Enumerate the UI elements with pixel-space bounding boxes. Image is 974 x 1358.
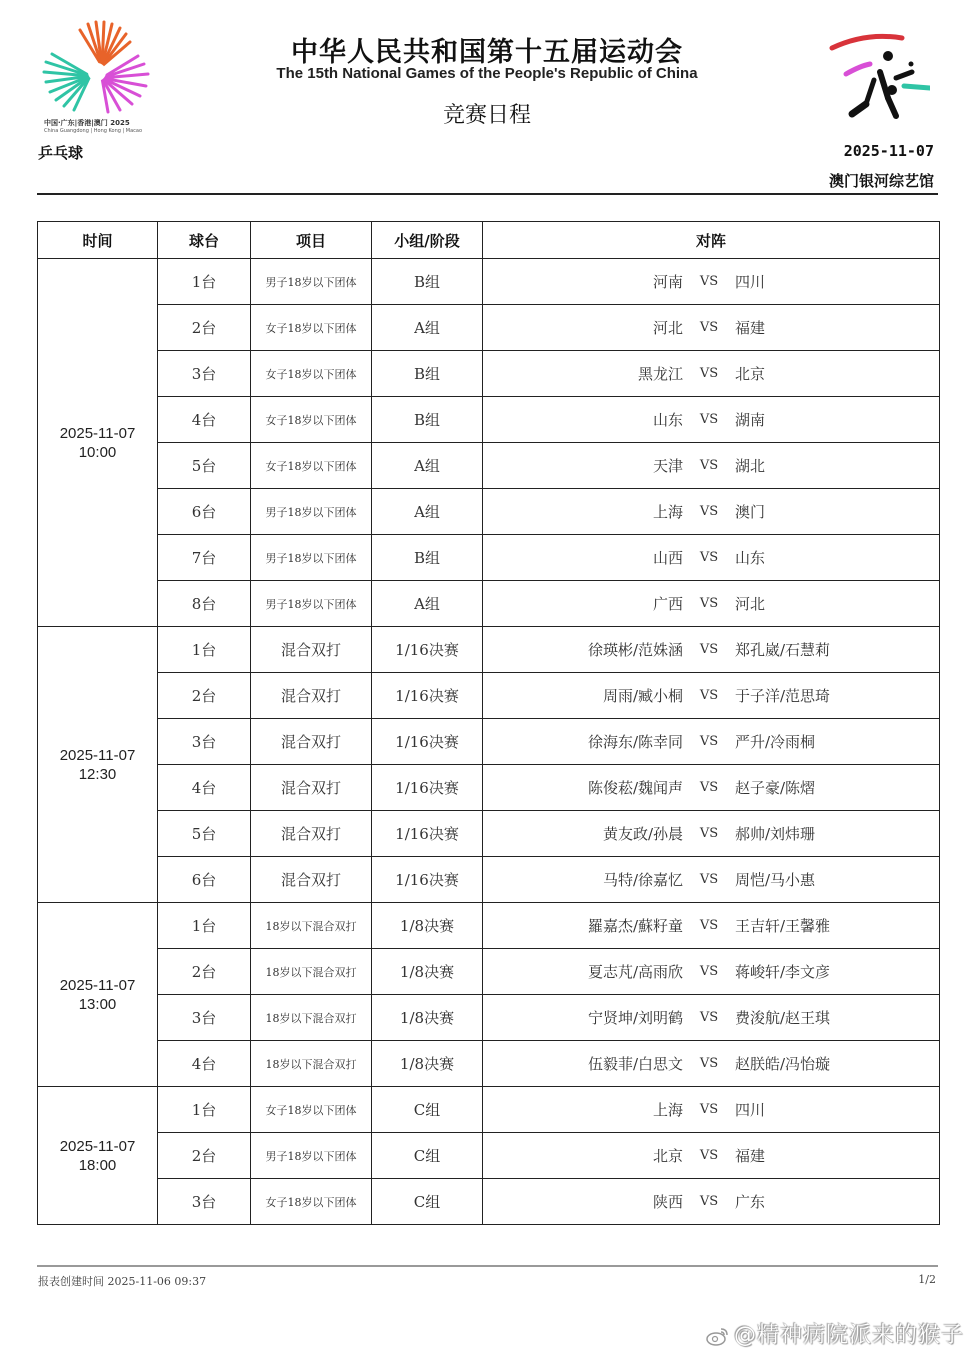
schedule-table [37,221,940,1225]
table-row [38,1041,940,1087]
logo-caption-cn: 中国·广东|香港|澳门 2025 [44,119,130,127]
table-row [38,857,940,903]
table-number-cell: 6台 [158,857,251,903]
matchup-cell [483,719,940,765]
vs-label: VS [699,872,719,887]
stage-cell: A组 [372,489,483,535]
header-divider [37,193,938,195]
vs-label: VS [699,274,719,289]
away-side: 严升/冷雨桐 [735,733,816,751]
home-side: 宁贤坤/刘明鹤 [587,1009,683,1027]
home-side: 周雨/臧小桐 [602,687,683,705]
away-side: 北京 [735,365,766,383]
table-number-cell: 6台 [158,489,251,535]
weibo-watermark [706,1318,964,1349]
event-cell: 男子18岁以下团体 [251,581,372,627]
table-number-cell: 4台 [158,1041,251,1087]
created-label: 报表创建时间 [38,1275,104,1288]
table-number-cell: 1台 [158,1087,251,1133]
away-side: 于子洋/范思琦 [735,687,831,705]
away-side: 福建 [735,319,766,337]
matchup-cell [483,995,940,1041]
event-cell: 男子18岁以下团体 [251,1133,372,1179]
vs-label: VS [699,550,719,565]
stage-cell: B组 [372,397,483,443]
event-cell: 混合双打 [251,857,372,903]
stage-cell: 1/16决赛 [372,719,483,765]
table-row [38,305,940,351]
event-cell: 男子18岁以下团体 [251,489,372,535]
vs-label: VS [699,596,719,611]
table-number-cell: 5台 [158,811,251,857]
matchup-cell [483,673,940,719]
weibo-icon [706,1326,730,1346]
stage-cell: 1/16决赛 [372,765,483,811]
vs-label: VS [699,1194,719,1209]
stage-cell: 1/8决赛 [372,949,483,995]
table-number-cell: 3台 [158,1179,251,1225]
away-side: 赵子豪/陈熠 [735,779,816,797]
stage-cell: 1/8决赛 [372,903,483,949]
event-cell: 女子18岁以下团体 [251,397,372,443]
footer-divider [37,1265,938,1267]
vs-label: VS [699,1056,719,1071]
event-cell: 男子18岁以下团体 [251,535,372,581]
created-value: 2025-11-06 09:37 [107,1275,207,1288]
stage-cell: B组 [372,351,483,397]
matchup-cell [483,765,940,811]
table-row [38,995,940,1041]
matchup-cell [483,443,940,489]
away-side: 山东 [735,549,766,567]
event-cell: 女子18岁以下团体 [251,1179,372,1225]
table-number-cell: 2台 [158,949,251,995]
vs-label: VS [699,504,719,519]
home-side: 陈俊菘/魏闻声 [587,779,683,797]
home-side: 黄友政/孙晨 [602,825,683,843]
stage-cell: A组 [372,305,483,351]
column-header-time: 时间 [38,222,158,259]
session-time-cell [38,903,158,1087]
event-title-cn: 中华人民共和国第十五届运动会 [291,37,683,68]
table-row [38,1179,940,1225]
column-header-event: 项目 [251,222,372,259]
table-number-cell: 1台 [158,259,251,305]
away-side: 湖北 [735,457,766,475]
table-number-cell: 8台 [158,581,251,627]
event-cell: 女子18岁以下团体 [251,1087,372,1133]
matchup-cell [483,489,940,535]
vs-label: VS [699,1010,719,1025]
home-side: 河北 [652,319,683,337]
stage-cell: 1/16决赛 [372,627,483,673]
session-date: 2025-11-07 [59,976,136,994]
event-cell: 18岁以下混合双打 [251,995,372,1041]
event-cell: 女子18岁以下团体 [251,351,372,397]
home-side: 河南 [652,273,683,291]
table-row [38,489,940,535]
column-header-table-no: 球台 [158,222,251,259]
stage-cell: B组 [372,259,483,305]
event-cell: 18岁以下混合双打 [251,1041,372,1087]
matchup-cell [483,1133,940,1179]
away-side: 郑孔崴/石慧莉 [735,641,831,659]
table-row [38,765,940,811]
away-side: 河北 [735,595,766,613]
stage-cell: A组 [372,581,483,627]
table-row [38,535,940,581]
home-side: 夏志芃/高雨欣 [587,963,683,981]
table-header-row [38,222,940,259]
event-cell: 混合双打 [251,765,372,811]
session-date: 2025-11-07 [59,424,136,442]
table-number-cell: 3台 [158,351,251,397]
vs-label: VS [699,320,719,335]
stage-cell: 1/16决赛 [372,811,483,857]
table-number-cell: 3台 [158,995,251,1041]
table-row [38,903,940,949]
vs-label: VS [699,412,719,427]
vs-label: VS [699,964,719,979]
home-side: 徐海东/陈幸同 [587,733,683,751]
table-number-cell: 2台 [158,1133,251,1179]
table-number-cell: 2台 [158,305,251,351]
vs-label: VS [699,458,719,473]
matchup-cell [483,811,940,857]
event-cell: 女子18岁以下团体 [251,305,372,351]
matchup-cell [483,627,940,673]
away-side: 王吉轩/王馨雅 [735,917,831,935]
matchup-cell [483,581,940,627]
home-side: 马特/徐嘉忆 [602,871,683,889]
vs-label: VS [699,1148,719,1163]
matchup-cell [483,903,940,949]
table-row [38,673,940,719]
table-row [38,811,940,857]
stage-cell: C组 [372,1179,483,1225]
home-side: 广西 [652,595,683,613]
stage-cell: 1/16决赛 [372,857,483,903]
stage-cell: C组 [372,1133,483,1179]
table-row [38,1133,940,1179]
table-row [38,443,940,489]
vs-label: VS [699,918,719,933]
logo-caption-en: China Guangdong | Hong Kong | Macao [44,128,143,134]
stage-cell: A组 [372,443,483,489]
page-number: 1/2 [918,1273,936,1286]
matchup-cell [483,397,940,443]
matchup-cell [483,857,940,903]
sport-name: 乒乓球 [38,144,84,162]
away-side: 四川 [735,273,766,291]
session-date: 2025-11-07 [59,1137,136,1155]
away-side: 周恺/马小惠 [735,871,816,889]
event-cell: 18岁以下混合双打 [251,903,372,949]
vs-label: VS [699,826,719,841]
table-number-cell: 1台 [158,903,251,949]
table-number-cell: 1台 [158,627,251,673]
session-time-cell [38,259,158,627]
vs-label: VS [699,1102,719,1117]
away-side: 蒋峻轩/李文彦 [735,963,831,981]
home-side: 上海 [652,1101,683,1119]
event-cell: 男子18岁以下团体 [251,259,372,305]
home-side: 陕西 [652,1193,683,1211]
table-row [38,259,940,305]
event-title-en: The 15th National Games of the People's Republic of China [276,65,698,82]
table-number-cell: 4台 [158,397,251,443]
session-clock: 10:00 [78,443,117,461]
home-side: 羅嘉杰/蘇籽童 [587,917,683,935]
home-side: 徐瑛彬/范姝涵 [587,641,683,659]
home-side: 上海 [652,503,683,521]
session-time-cell [38,1087,158,1225]
stage-cell: 1/16决赛 [372,673,483,719]
table-number-cell: 2台 [158,673,251,719]
venue-name: 澳门银河综艺馆 [828,172,934,190]
away-side: 四川 [735,1101,766,1119]
vs-label: VS [699,366,719,381]
table-number-cell: 4台 [158,765,251,811]
home-side: 北京 [652,1147,683,1165]
event-cell: 混合双打 [251,673,372,719]
table-number-cell: 3台 [158,719,251,765]
away-side: 费浚航/赵王琪 [735,1009,831,1027]
table-row [38,351,940,397]
column-header-stage: 小组/阶段 [372,222,483,259]
schedule-date: 2025-11-07 [843,142,934,160]
matchup-cell [483,1041,940,1087]
session-date: 2025-11-07 [59,746,136,764]
matchup-cell [483,351,940,397]
away-side: 湖南 [735,411,766,429]
event-cell: 混合双打 [251,627,372,673]
event-cell: 混合双打 [251,811,372,857]
matchup-cell [483,259,940,305]
column-header-matchup: 对阵 [483,222,940,259]
session-clock: 13:00 [78,995,117,1013]
home-side: 山东 [652,411,683,429]
table-row [38,581,940,627]
matchup-cell [483,1179,940,1225]
table-row [38,719,940,765]
away-side: 广东 [735,1193,766,1211]
event-cell: 混合双打 [251,719,372,765]
vs-label: VS [699,688,719,703]
matchup-cell [483,1087,940,1133]
home-side: 黑龙江 [637,365,683,383]
vs-label: VS [699,734,719,749]
stage-cell: C组 [372,1087,483,1133]
table-row [38,1087,940,1133]
session-time-cell [38,627,158,903]
matchup-cell [483,949,940,995]
away-side: 郝帅/刘炜珊 [735,825,816,843]
table-row [38,627,940,673]
matchup-cell [483,535,940,581]
table-number-cell: 7台 [158,535,251,581]
home-side: 天津 [652,457,683,475]
stage-cell: 1/8决赛 [372,995,483,1041]
away-side: 澳门 [735,503,766,521]
stage-cell: B组 [372,535,483,581]
matchup-cell [483,305,940,351]
home-side: 伍毅菲/白思文 [587,1055,683,1073]
table-row [38,397,940,443]
watermark-text: @精神病院派来的猴子 [733,1323,964,1348]
report-created-time [38,1273,206,1289]
vs-label: VS [699,780,719,795]
vs-label: VS [699,642,719,657]
event-cell: 18岁以下混合双打 [251,949,372,995]
stage-cell: 1/8决赛 [372,1041,483,1087]
away-side: 福建 [735,1147,766,1165]
event-cell: 女子18岁以下团体 [251,443,372,489]
session-clock: 12:30 [78,765,117,783]
session-clock: 18:00 [78,1156,117,1174]
table-row [38,949,940,995]
home-side: 山西 [652,549,683,567]
table-number-cell: 5台 [158,443,251,489]
away-side: 赵朕皓/冯怡璇 [735,1055,831,1073]
document-title: 竞赛日程 [442,103,531,128]
